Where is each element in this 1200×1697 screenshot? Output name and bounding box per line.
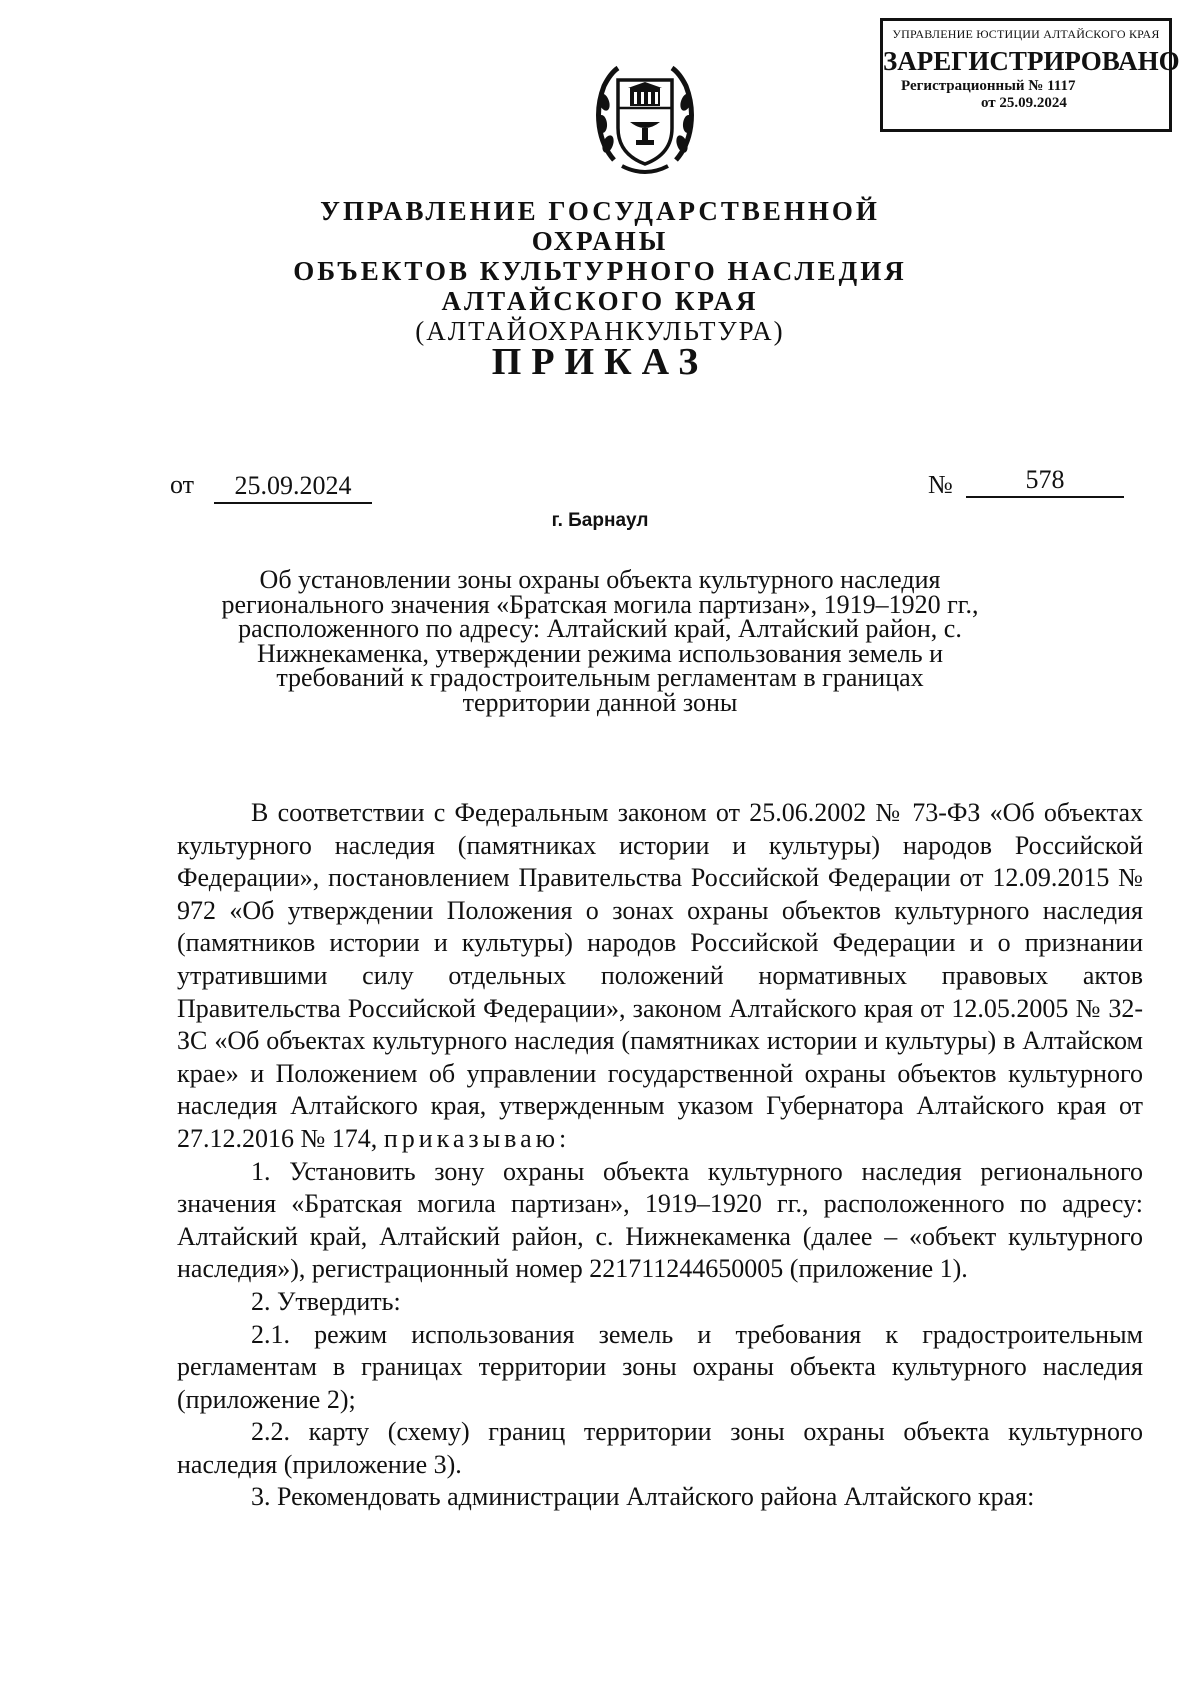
order-date: 25.09.2024: [214, 470, 372, 504]
preamble-text: В соответствии с Федеральным законом от 25.06.2002 № 73-ФЗ «Об объектах культурного наследия (памятниках истории и культуры) народов Российской Федерации», постановлением Правительства Российской Федерации от 12.09.2015 № 972 «Об утверждении Положения о зонах охраны объектов культурного наследия (памятников истории и культуры) народов Российской Федерации и о признании утратившими силу отдельных положений нормативных правовых актов Правительства Российской Федерации», законом Алтайского края от 12.05.2005 № 32-ЗС «Об объектах культурного наследия (памятниках истории и культуры) в Алтайском крае» и Положением об управлении государственной охраны объектов культурного наследия Алтайского края, утвержденным указом Губернатора Алтайского края от 27.12.2016 № 174,: [177, 798, 1143, 1153]
stamp-reg-number: Регистрационный № 1117: [901, 78, 1076, 94]
city: г. Барнаул: [551, 510, 649, 531]
agency-line-3: АЛТАЙСКОГО КРАЯ: [441, 286, 759, 316]
stamp-authority: УПРАВЛЕНИЕ ЮСТИЦИИ АЛТАЙСКОГО КРАЯ: [892, 27, 1160, 41]
item-2: 2. Утвердить:: [251, 1286, 401, 1316]
item-2-2: 2.2. карту (схему) границ территории зоны охраны объекта культурного наследия (приложение 3).: [177, 1417, 1143, 1479]
item-3: 3. Рекомендовать администрации Алтайского района Алтайского края:: [251, 1482, 1035, 1512]
order-subject: Об установлении зоны охраны объекта культурного наследия регионального значения «Братская могила партизан», 1919–1920 гг., расположенного по адресу: Алтайский край, Алтайский район, с. Нижнекаменка, утверждении режима использования земель и требований к градостроительным регламентам в границах территории данной зоны: [221, 565, 979, 717]
order-word: приказываю:: [383, 1123, 571, 1153]
number-prefix: №: [928, 470, 953, 499]
order-body: [177, 797, 1143, 1514]
agency-abbreviation: (АЛТАЙОХРАНКУЛЬТУРА): [415, 316, 785, 346]
document-type: ПРИКАЗ: [491, 341, 709, 383]
item-1: 1. Установить зону охраны объекта культурного наследия регионального значения «Братская могила партизан», 1919–1920 гг., расположенного по адресу: Алтайский край, Алтайский район, с. Нижнекаменка (далее – «объект культурного наследия»), регистрационный номер 221711244650005 (приложение 1).: [177, 1156, 1143, 1284]
agency-header: [250, 196, 950, 346]
item-2-1: 2.1. режим использования земель и требования к градостроительным регламентам в границах территории зоны охраны объекта культурного наследия (приложение 2);: [177, 1319, 1143, 1414]
stamp-status: ЗАРЕГИСТРИРОВАНО: [883, 46, 1180, 76]
preamble-paragraph: [177, 797, 1143, 1156]
coat-of-arms-icon: [594, 52, 696, 180]
agency-line-2: ОБЪЕКТОВ КУЛЬТУРНОГО НАСЛЕДИЯ: [293, 256, 907, 286]
registration-stamp: [880, 18, 1180, 132]
order-number: 578: [966, 464, 1124, 498]
stamp-reg-date: от 25.09.2024: [981, 95, 1067, 111]
date-prefix: от: [170, 470, 195, 499]
agency-line-1: УПРАВЛЕНИЕ ГОСУДАРСТВЕННОЙ ОХРАНЫ: [320, 196, 880, 256]
